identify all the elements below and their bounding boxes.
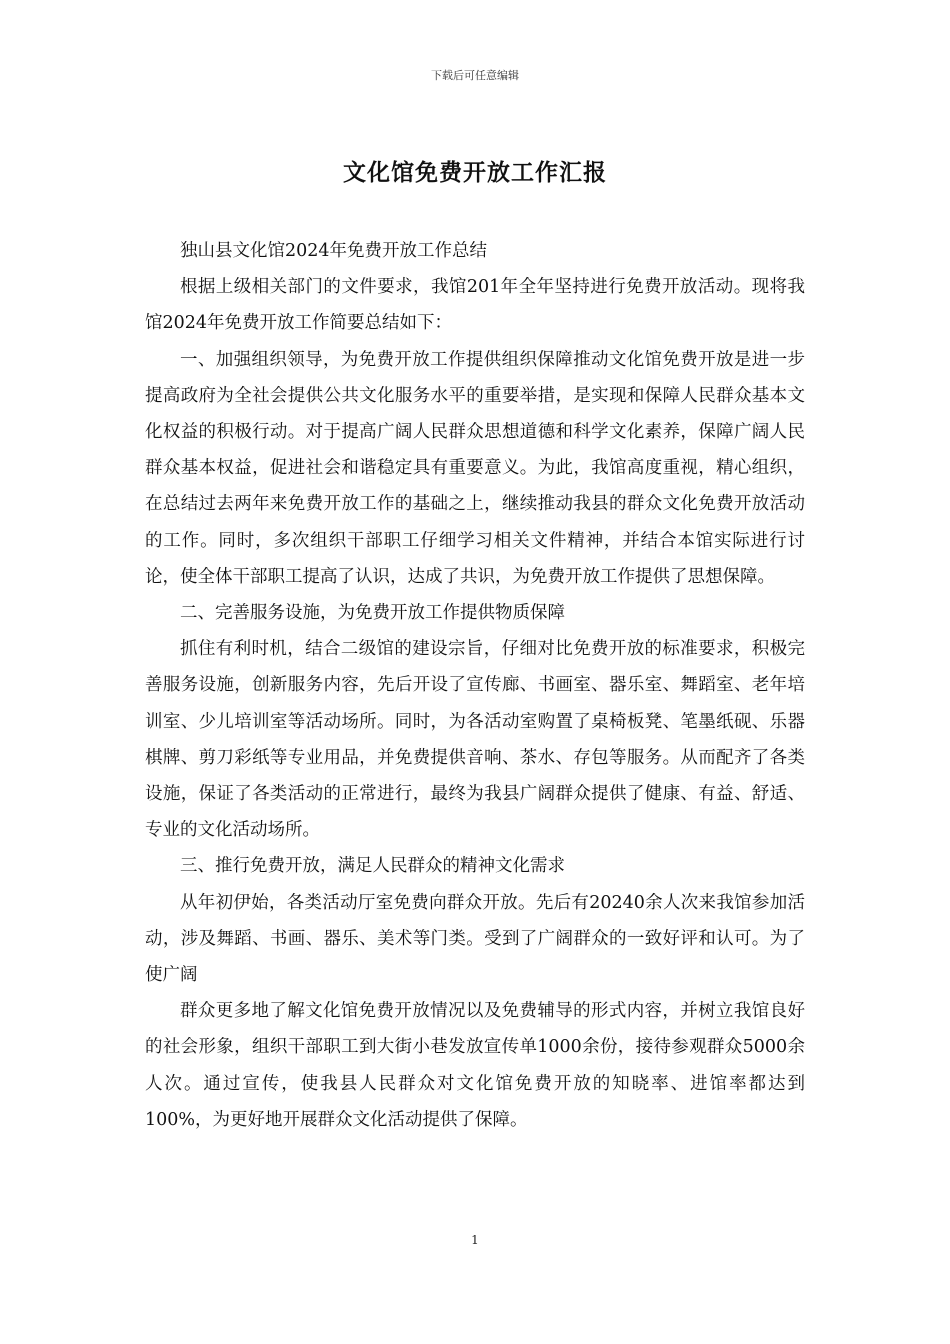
document-body bbox=[145, 233, 805, 1138]
paragraph-section-2: 抓住有利时机，结合二级馆的建设宗旨，仔细对比免费开放的标准要求，积极完善服务设施，创新服务内容，先后开设了宣传廊、书画室、器乐室、舞蹈室、老年培训室、少儿培训室等活动场所。同时，为各活动室购置了桌椅板凳、笔墨纸砚、乐器棋牌、剪刀彩纸等专业用品，并免费提供音响、茶水、存包等服务。从而配齐了各类设施，保证了各类活动的正常进行，最终为我县广阔群众提供了健康、有益、舒适、专业的文化活动场所。 bbox=[145, 639, 805, 841]
document-title: 文化馆免费开放工作汇报 bbox=[343, 160, 607, 186]
section-heading-2: 二、完善服务设施，为免费开放工作提供物质保障 bbox=[180, 603, 565, 624]
paragraph-intro: 根据上级相关部门的文件要求，我馆201年全年坚持进行免费开放活动。现将我馆2024年免费开放工作简要总结如下： bbox=[145, 277, 805, 334]
page-number: 1 bbox=[471, 1233, 479, 1247]
paragraph-section-3: 从年初伊始，各类活动厅室免费向群众开放。先后有20240余人次来我馆参加活动，涉及舞蹈、书画、器乐、美术等门类。受到了广阔群众的一致好评和认可。为了使广阔 bbox=[145, 892, 805, 986]
paragraph-publicity: 群众更多地了解文化馆免费开放情况以及免费辅导的形式内容，并树立我馆良好的社会形象，组织干部职工到大街小巷发放宣传单1000余份，接待参观群众5000余人次。通过宣传，使我县人民群众对文化馆免费开放的知晓率、进馆率都达到100%，为更好地开展群众文化活动提供了保障。 bbox=[145, 1001, 805, 1130]
paragraph-subtitle: 独山县文化馆2024年免费开放工作总结 bbox=[180, 241, 488, 261]
section-heading-3: 三、推行免费开放，满足人民群众的精神文化需求 bbox=[180, 856, 565, 877]
header-note: 下载后可任意编辑 bbox=[431, 69, 519, 82]
paragraph-section-1: 一、加强组织领导，为免费开放工作提供组织保障推动文化馆免费开放是进一步提高政府为全社会提供公共文化服务水平的重要举措，是实现和保障人民群众基本文化权益的积极行动。对于提高广阔人民群众思想道德和科学文化素养，保障广阔人民群众基本权益，促进社会和谐稳定具有重要意义。为此，我馆高度重视，精心组织，在总结过去两年来免费开放工作的基础之上，继续推动我县的群众文化免费开放活动的工作。同时，多次组织干部职工仔细学习相关文件精神，并结合本馆实际进行讨论，使全体干部职工提高了认识，达成了共识，为免费开放工作提供了思想保障。 bbox=[145, 349, 805, 587]
